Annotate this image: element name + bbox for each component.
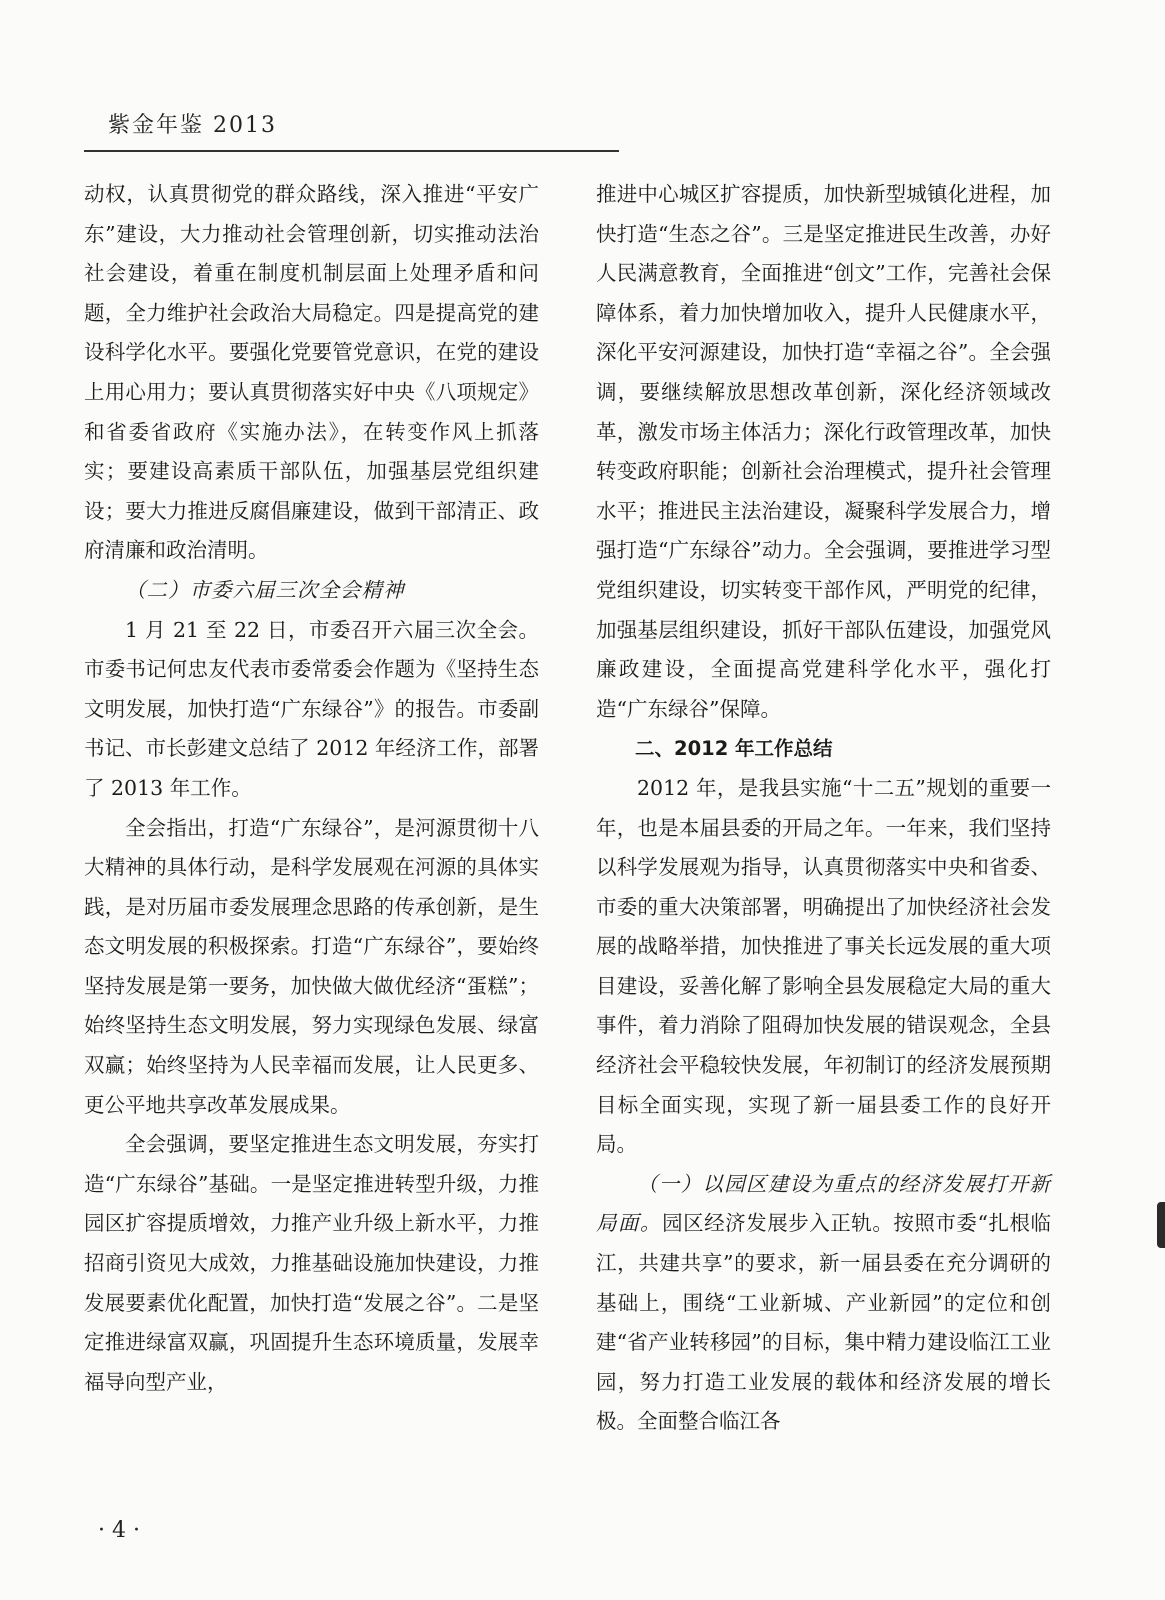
- right-paragraph-3-lead: （一）以园区建设为重点的经济发展打开新局面。: [596, 1171, 1051, 1236]
- right-paragraph-1: 推进中心城区扩容提质，加快新型城镇化进程，加快打造“生态之谷”。三是坚定推进民生改善，办好人民满意教育，全面推进“创文”工作，完善社会保障体系，着力加快增加收入，提升人民健康水平，深化平安河源建设，加快打造“幸福之谷”。全会强调，要继续解放思想改革创新，深化经济领域改革，激发市场主体活力；深化行政管理改革，加快转变政府职能；创新社会治理模式，提升社会管理水平；推进民主法治建设，凝聚科学发展合力，增强打造“广东绿谷”动力。全会强调，要推进学习型党组织建设，切实转变干部作风，严明党的纪律，加强基层组织建设，抓好干部队伍建设，加强党风廉政建设，全面提高党建科学化水平，强化打造“广东绿谷”保障。: [596, 182, 1051, 721]
- left-paragraph-1: 动权，认真贯彻党的群众路线，深入推进“平安广东”建设，大力推动社会管理创新，切实推动法治社会建设，着重在制度机制层面上处理矛盾和问题，全力维护社会政治大局稳定。四是提高党的建设科学化水平。要强化党要管党意识，在党的建设上用心用力；要认真贯彻落实好中央《八项规定》和省委省政府《实施办法》，在转变作风上抓落实；要建设高素质干部队伍，加强基层党组织建设；要大力推进反腐倡廉建设，做到干部清正、政府清廉和政治清明。: [84, 182, 539, 563]
- page-number: · 4 ·: [98, 1518, 140, 1543]
- right-paragraph-3: [596, 1165, 1051, 1442]
- left-paragraph-3: 全会指出，打造“广东绿谷”，是河源贯彻十八大精神的具体行动，是科学发展观在河源的具体实践，是对历届市委发展理念思路的传承创新，是生态文明发展的积极探索。打造“广东绿谷”，要始终坚持发展是第一要务，加快做大做优经济“蛋糕”；始终坚持生态文明发展，努力实现绿色发展、绿富双赢；始终坚持为人民幸福而发展，让人民更多、更公平地共享改革发展成果。: [84, 815, 539, 1117]
- header-rule: [84, 150, 619, 152]
- left-subhead: （二）市委六届三次全会精神: [125, 577, 405, 602]
- right-paragraph-2: 2012 年，是我县实施“十二五”规划的重要一年，也是本届县委的开局之年。一年来，我们坚持以科学发展观为指导，认真贯彻落实中央和省委、市委的重大决策部署，明确提出了加快经济社会发展的战略举措，加快推进了事关长远发展的重大项目建设，妥善化解了影响全县发展稳定大局的重大事件，着力消除了阻碍加快发展的错误观念，全县经济社会平稳较快发展，年初制订的经济发展预期目标全面实现，实现了新一届县委工作的良好开局。: [596, 775, 1051, 1157]
- left-paragraph-4: 全会强调，要坚定推进生态文明发展，夯实打造“广东绿谷”基础。一是坚定推进转型升级，力推园区扩容提质增效，力推产业升级上新水平，力推招商引资见大成效，力推基础设施加快建设，力推发展要素优化配置，加快打造“发展之谷”。二是坚定推进绿富双赢，巩固提升生态环境质量，发展幸福导向型产业，: [84, 1132, 539, 1394]
- left-paragraph-2: 1 月 21 至 22 日，市委召开六届三次全会。市委书记何忠友代表市委常委会作题为《坚持生态文明发展，加快打造“广东绿谷”》的报告。市委副书记、市长彭建文总结了 2012 年经济工作，部署了 2013 年工作。: [84, 617, 539, 800]
- running-head: 紫金年鉴 2013: [108, 113, 277, 138]
- right-paragraph-3-body: 园区经济发展步入正轨。按照市委“扎根临江，共建共享”的要求，新一届县委在充分调研的基础上，围绕“工业新城、产业新园”的定位和创建“省产业转移园”的目标，集中精力建设临江工业园，努力打造工业发展的载体和经济发展的增长极。全面整合临江各: [596, 1211, 1051, 1434]
- right-column: [596, 175, 1051, 1442]
- section-heading: 二、2012 年工作总结: [635, 737, 833, 761]
- scan-edge-mark: [1157, 1202, 1165, 1248]
- left-column: [84, 175, 539, 1402]
